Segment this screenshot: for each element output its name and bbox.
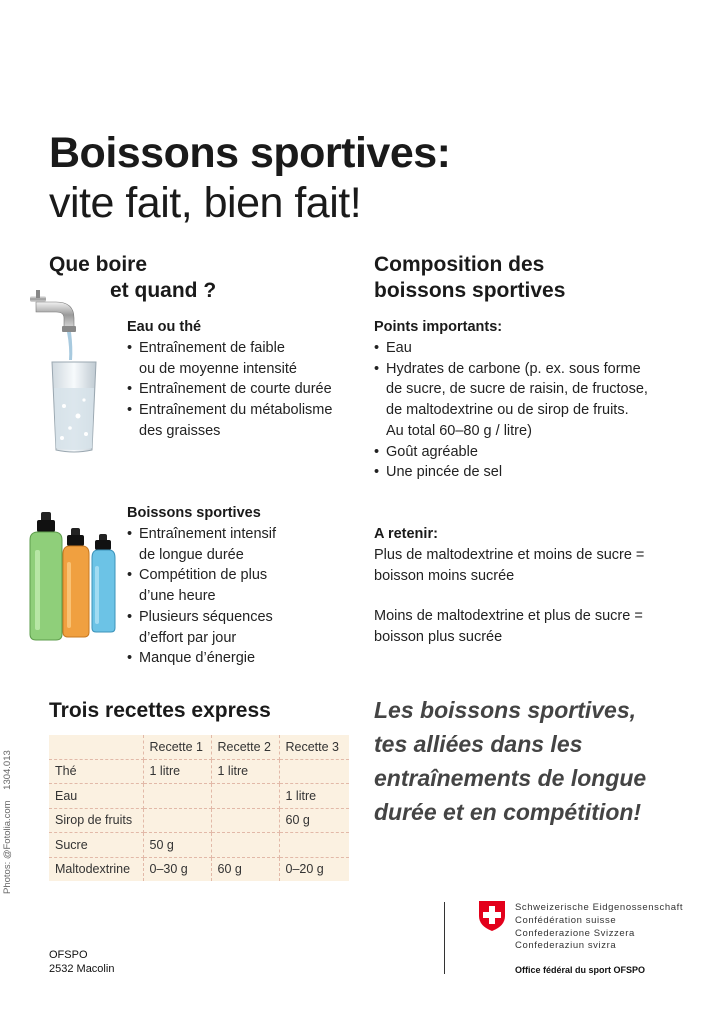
table-row [49, 759, 349, 784]
list-item: • Entraînement du métabolisme des graisses [127, 400, 357, 441]
water-tea-list [127, 338, 357, 442]
table-row [49, 784, 349, 809]
table-header-cell: Recette 2 [211, 735, 279, 759]
page-title: Boissons sportives: [49, 129, 451, 177]
table-cell: Maltodextrine [49, 857, 143, 881]
table-cell [211, 808, 279, 833]
table-cell: 60 g [279, 808, 349, 833]
water-tea-title: Eau ou thé [127, 319, 202, 335]
table-cell: 1 litre [279, 784, 349, 809]
recipes-heading: Trois recettes express [49, 699, 271, 722]
right-heading-line2: boissons sportives [374, 279, 566, 302]
points-title: Points importants: [374, 319, 503, 335]
list-item: • Entraînement intensif de longue durée [127, 524, 357, 565]
list-item: • Goût agréable [374, 442, 694, 463]
table-cell: Eau [49, 784, 143, 809]
table-cell [211, 833, 279, 858]
table-cell: 0–20 g [285, 862, 324, 877]
faucet-glass-icon [26, 288, 102, 456]
table-row [49, 808, 349, 833]
right-heading-line1: Composition des [374, 253, 545, 276]
list-item: • Compétition de plus d’une heure [127, 565, 357, 606]
retenir-paragraph-1: Plus de maltodextrine et moins de sucre = boisson moins sucrée [374, 547, 645, 584]
sports-drinks-list [127, 524, 357, 669]
list-item: • Entraînement de courte durée [127, 379, 357, 400]
list-item: • Une pincée de sel [374, 462, 694, 483]
table-cell [143, 808, 211, 833]
table-cell: Sucre [49, 833, 143, 858]
footer-address: OFSPO 2532 Macolin [49, 949, 115, 975]
list-item: • Eau [374, 338, 694, 359]
table-cell [279, 833, 349, 858]
slogan: Les boissons sportives, tes alliées dans les entraînements de longue durée et en compétition! [374, 697, 647, 825]
federal-names: Schweizerische Eidgenossenschaft Confédération suisse Confederazione Svizzera Confederaziun svizra [515, 902, 684, 952]
photo-credit: Photos: @Fotolia.com 1304.013 [2, 750, 13, 894]
table-cell: Sirop de fruits [49, 808, 143, 833]
list-item: • Hydrates de carbone (p. ex. sous forme de sucre, de sucre de raisin, de fructose, de maltodextrine ou de sirop de fruits. Au total 60–80 g / litre) [374, 359, 694, 442]
table-row [49, 857, 349, 881]
table-cell: 0–30 g [143, 857, 211, 881]
table-cell: 60 g [211, 857, 279, 881]
list-item: • Entraînement de faible ou de moyenne intensité [127, 338, 357, 379]
table-header-cell: Recette 1 [143, 735, 211, 759]
points-list [374, 338, 694, 483]
retenir-title: A retenir: [374, 526, 438, 542]
table-header-row [49, 735, 349, 759]
page-subtitle: vite fait, bien fait! [49, 179, 362, 227]
sports-bottles-icon [26, 510, 122, 642]
table-cell [143, 784, 211, 809]
list-item: • Plusieurs séquences d’effort par jour [127, 607, 357, 648]
table-header-cell: Recette 3 [279, 735, 349, 759]
table-cell: 1 litre [143, 759, 211, 784]
left-heading-line1: Que boire [49, 253, 148, 276]
list-item: • Manque d’énergie [127, 648, 357, 669]
sports-drinks-title: Boissons sportives [127, 505, 261, 521]
table-cell [211, 784, 279, 809]
table-cell: 50 g [143, 833, 211, 858]
table-cell: Thé [49, 759, 143, 784]
table-cell [279, 759, 349, 784]
table-cell: 1 litre [211, 759, 279, 784]
retenir-paragraph-2: Moins de maltodextrine et plus de sucre = boisson plus sucrée [374, 608, 643, 645]
swiss-shield-icon [478, 900, 506, 932]
footer-divider [444, 902, 445, 974]
table-header-cell [49, 735, 143, 759]
recipes-table [49, 735, 349, 881]
left-heading-line2: et quand ? [110, 279, 217, 302]
table-row [49, 833, 349, 858]
federal-office: Office fédéral du sport OFSPO [515, 965, 646, 975]
